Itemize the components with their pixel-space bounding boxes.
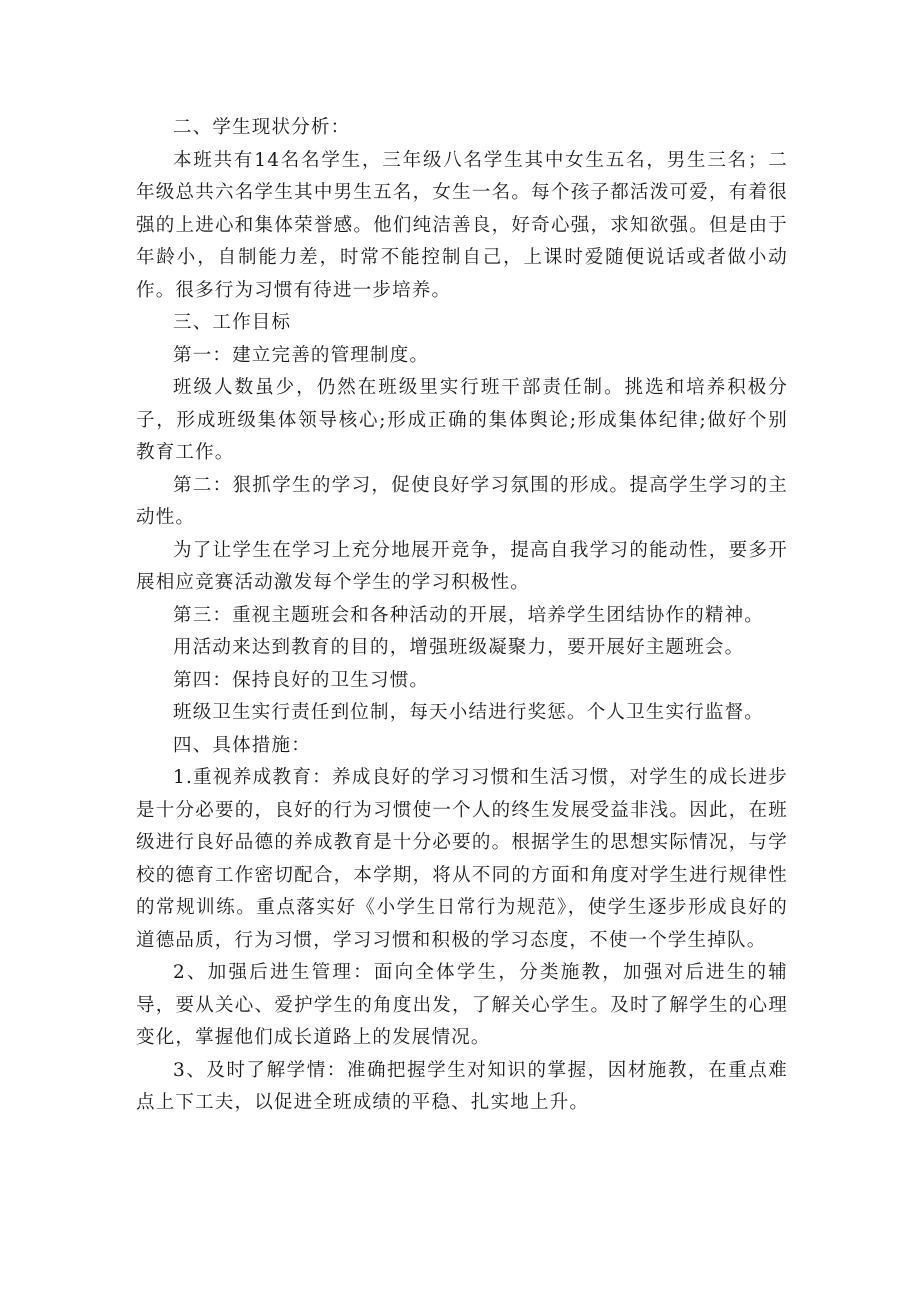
paragraph-measure-one: 1.重视养成教育：养成良好的学习习惯和生活习惯，对学生的成长进步是十分必要的，良好的行为习惯使一个人的终生发展受益非浅。因此，在班级进行良好品德的养成教育是十分必要的。根据学生的思想实际情况，与学校的德育工作密切配合，本学期，将从不同的方面和角度对学生进行规律性的常规训练。重点落实好《小学生日常行为规范》，使学生逐步形成良好的道德品质，行为习惯，学习习惯和积极的学习态度，不使一个学生掉队。 (136, 767, 788, 951)
section-heading-work-goals: 三、工作目标 (173, 312, 292, 333)
paragraph-goal-three-body: 用活动来达到教育的目的，增强班级凝聚力，要开展好主题班会。 (173, 637, 745, 658)
paragraph-goal-two-title: 第二：狠抓学生的学习，促使良好学习氛围的形成。提高学生学习的主动性。 (136, 474, 788, 528)
paragraph-goal-one-body: 班级人数虽少，仍然在班级里实行班干部责任制。挑选和培养积极分子，形成班级集体领导核心;形成正确的集体舆论;形成集体纪律;做好个别教育工作。 (136, 377, 788, 463)
section-heading-measures: 四、具体措施： (173, 734, 311, 756)
document-body (136, 112, 788, 1120)
section-heading-student-analysis: 二、学生现状分析： (173, 117, 351, 138)
paragraph-goal-three-title: 第三：重视主题班会和各种活动的开展，培养学生团结协作的精神。 (173, 604, 765, 626)
paragraph-goal-two-body: 为了让学生在学习上充分地展开竞争，提高自我学习的能动性，要多开展相应竞赛活动激发每个学生的学习积极性。 (136, 539, 788, 593)
paragraph-goal-four-body: 班级卫生实行责任到位制，每天小结进行奖惩。个人卫生实行监督。 (173, 702, 765, 723)
paragraph-measure-three: 3、及时了解学情：准确把握学生对知识的掌握，因材施教，在重点难点上下工夫，以促进全班成绩的平稳、扎实地上升。 (136, 1059, 788, 1113)
paragraph-measure-two: 2、加强后进生管理：面向全体学生，分类施教，加强对后进生的辅导，要从关心、爱护学生的角度出发，了解关心学生。及时了解学生的心理变化，掌握他们成长道路上的发展情况。 (136, 962, 788, 1048)
paragraph-goal-one-title: 第一：建立完善的管理制度。 (173, 344, 430, 366)
paragraph-goal-four-title: 第四：保持良好的卫生习惯。 (173, 669, 430, 691)
paragraph-student-analysis: 本班共有14名名学生，三年级八名学生其中女生五名，男生三名；二年级总共六名学生其中男生五名，女生一名。每个孩子都活泼可爱，有着很强的上进心和集体荣誉感。他们纯洁善良，好奇心强，求知欲强。但是由于年龄小，自制能力差，时常不能控制自己，上课时爱随便说话或者做小动作。很多行为习惯有待进一步培养。 (136, 149, 788, 301)
